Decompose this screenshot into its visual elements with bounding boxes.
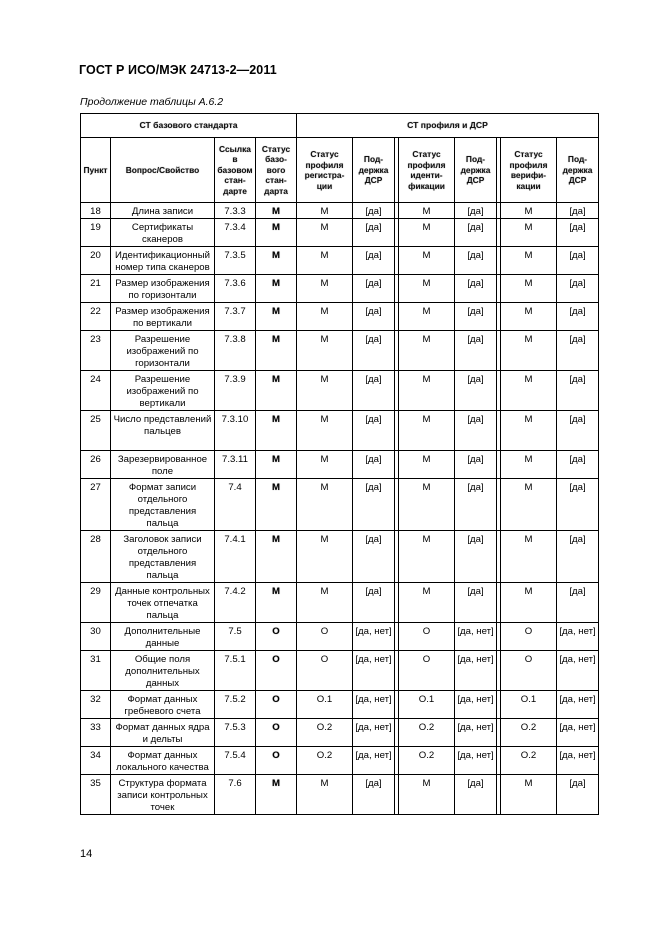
cell-base-status: М (256, 451, 297, 479)
cell-ref: 7.5 (215, 623, 256, 651)
cell-ver-support: [да] (557, 411, 599, 451)
cell-ver-status: М (501, 411, 557, 451)
cell-reg-status: М (297, 203, 353, 219)
cell-reg-support: [да] (353, 411, 395, 451)
table-row (81, 303, 599, 331)
table-row (81, 219, 599, 247)
cell-question: Формат данных ядра и дельты (111, 719, 215, 747)
table-row (81, 479, 599, 531)
cell-id-support: [да] (455, 331, 497, 371)
table-row (81, 623, 599, 651)
cell-item: 22 (81, 303, 111, 331)
table-row (81, 691, 599, 719)
cell-ver-support: [да] (557, 775, 599, 815)
cell-ref: 7.5.3 (215, 719, 256, 747)
cell-ver-status: М (501, 583, 557, 623)
cell-base-status: М (256, 219, 297, 247)
cell-id-support: [да] (455, 451, 497, 479)
col-header-item: Пункт (81, 138, 111, 203)
cell-id-status: М (399, 531, 455, 583)
cell-id-status: М (399, 219, 455, 247)
cell-id-support: [да] (455, 371, 497, 411)
cell-base-status: О (256, 719, 297, 747)
cell-question: Данные контрольных точек отпечатка пальца (111, 583, 215, 623)
cell-ver-support: [да, нет] (557, 691, 599, 719)
cell-reg-status: М (297, 371, 353, 411)
table-row (81, 331, 599, 371)
cell-question: Сертификаты сканеров (111, 219, 215, 247)
group-header-profile: СТ профиля и ДСР (297, 114, 599, 138)
table-row (81, 411, 599, 451)
cell-ver-support: [да] (557, 303, 599, 331)
cell-base-status: М (256, 583, 297, 623)
col-header-ref: Ссылка в базовом стан-дарте (215, 138, 256, 203)
cell-reg-support: [да] (353, 451, 395, 479)
cell-id-support: [да] (455, 247, 497, 275)
profile-table (80, 113, 599, 815)
cell-item: 34 (81, 747, 111, 775)
cell-id-support: [да] (455, 219, 497, 247)
cell-id-support: [да, нет] (455, 719, 497, 747)
cell-id-status: М (399, 275, 455, 303)
cell-reg-status: М (297, 775, 353, 815)
cell-ver-status: М (501, 451, 557, 479)
cell-base-status: М (256, 775, 297, 815)
cell-ver-support: [да] (557, 203, 599, 219)
cell-id-status: М (399, 775, 455, 815)
cell-ref: 7.5.4 (215, 747, 256, 775)
cell-ref: 7.3.8 (215, 331, 256, 371)
cell-id-status: М (399, 203, 455, 219)
table-row (81, 651, 599, 691)
cell-item: 29 (81, 583, 111, 623)
cell-ver-status: О.1 (501, 691, 557, 719)
cell-ver-status: М (501, 275, 557, 303)
cell-id-status: М (399, 451, 455, 479)
cell-base-status: О (256, 747, 297, 775)
cell-ver-support: [да, нет] (557, 719, 599, 747)
cell-base-status: М (256, 247, 297, 275)
col-header-reg-status: Статус профиля регистра-ции (297, 138, 353, 203)
cell-item: 19 (81, 219, 111, 247)
cell-id-support: [да] (455, 531, 497, 583)
cell-question: Заголовок записи отдельного представления пальца (111, 531, 215, 583)
cell-ver-status: М (501, 247, 557, 275)
cell-ver-status: М (501, 775, 557, 815)
cell-item: 35 (81, 775, 111, 815)
cell-base-status: М (256, 203, 297, 219)
cell-id-support: [да] (455, 775, 497, 815)
cell-id-support: [да, нет] (455, 691, 497, 719)
cell-base-status: М (256, 531, 297, 583)
cell-reg-support: [да] (353, 331, 395, 371)
table-row (81, 583, 599, 623)
cell-reg-support: [да, нет] (353, 719, 395, 747)
cell-question: Идентификационный номер типа сканеров (111, 247, 215, 275)
cell-id-status: О.1 (399, 691, 455, 719)
document-title: ГОСТ Р ИСО/МЭК 24713-2—2011 (79, 63, 277, 77)
cell-id-status: М (399, 479, 455, 531)
cell-question: Структура формата записи контрольных точек (111, 775, 215, 815)
cell-reg-support: [да] (353, 531, 395, 583)
cell-id-status: О (399, 623, 455, 651)
cell-item: 30 (81, 623, 111, 651)
cell-ver-status: О (501, 651, 557, 691)
cell-reg-support: [да] (353, 775, 395, 815)
cell-reg-support: [да] (353, 247, 395, 275)
cell-reg-status: М (297, 331, 353, 371)
cell-reg-status: М (297, 411, 353, 451)
cell-reg-support: [да, нет] (353, 623, 395, 651)
table-row (81, 747, 599, 775)
cell-id-support: [да] (455, 479, 497, 531)
cell-id-status: М (399, 371, 455, 411)
cell-ver-status: О (501, 623, 557, 651)
cell-item: 25 (81, 411, 111, 451)
cell-base-status: М (256, 411, 297, 451)
cell-base-status: О (256, 691, 297, 719)
cell-reg-status: О.1 (297, 691, 353, 719)
cell-ver-support: [да] (557, 331, 599, 371)
cell-reg-status: М (297, 219, 353, 247)
group-header-base: СТ базового стандарта (81, 114, 297, 138)
table-row (81, 531, 599, 583)
cell-reg-support: [да, нет] (353, 691, 395, 719)
table-row (81, 371, 599, 411)
cell-ref: 7.3.6 (215, 275, 256, 303)
cell-reg-status: О (297, 623, 353, 651)
table-row (81, 775, 599, 815)
cell-reg-status: О.2 (297, 719, 353, 747)
cell-question: Формат данных гребневого счета (111, 691, 215, 719)
cell-base-status: М (256, 371, 297, 411)
cell-ver-status: М (501, 331, 557, 371)
cell-reg-status: М (297, 479, 353, 531)
cell-reg-support: [да] (353, 275, 395, 303)
cell-item: 26 (81, 451, 111, 479)
cell-ref: 7.4.1 (215, 531, 256, 583)
cell-ref: 7.3.10 (215, 411, 256, 451)
cell-ver-status: М (501, 479, 557, 531)
cell-ver-support: [да, нет] (557, 651, 599, 691)
cell-item: 31 (81, 651, 111, 691)
cell-ver-support: [да, нет] (557, 747, 599, 775)
cell-id-support: [да] (455, 203, 497, 219)
cell-ref: 7.3.11 (215, 451, 256, 479)
table-row (81, 203, 599, 219)
cell-ref: 7.3.9 (215, 371, 256, 411)
cell-base-status: М (256, 303, 297, 331)
cell-item: 27 (81, 479, 111, 531)
cell-id-support: [да, нет] (455, 747, 497, 775)
table-row (81, 247, 599, 275)
cell-reg-support: [да, нет] (353, 747, 395, 775)
cell-reg-support: [да] (353, 219, 395, 247)
cell-ver-status: М (501, 203, 557, 219)
cell-ver-status: М (501, 531, 557, 583)
cell-item: 32 (81, 691, 111, 719)
cell-ver-status: О.2 (501, 719, 557, 747)
cell-reg-support: [да] (353, 479, 395, 531)
cell-id-status: М (399, 331, 455, 371)
cell-ver-status: М (501, 371, 557, 411)
cell-reg-status: О.2 (297, 747, 353, 775)
cell-reg-status: М (297, 531, 353, 583)
cell-id-support: [да] (455, 275, 497, 303)
cell-ref: 7.3.4 (215, 219, 256, 247)
col-header-ver-support: Под-держка ДСР (557, 138, 599, 203)
table-caption: Продолжение таблицы А.6.2 (80, 96, 224, 108)
cell-id-status: О (399, 651, 455, 691)
cell-item: 24 (81, 371, 111, 411)
cell-question: Формат записи отдельного представления пальца (111, 479, 215, 531)
cell-reg-status: М (297, 583, 353, 623)
cell-ver-support: [да] (557, 275, 599, 303)
cell-id-status: О.2 (399, 747, 455, 775)
cell-ver-status: М (501, 219, 557, 247)
cell-ref: 7.3.5 (215, 247, 256, 275)
table-row (81, 275, 599, 303)
cell-question: Длина записи (111, 203, 215, 219)
cell-ver-status: М (501, 303, 557, 331)
cell-ver-support: [да] (557, 219, 599, 247)
cell-id-status: М (399, 303, 455, 331)
cell-id-status: М (399, 583, 455, 623)
col-header-id-status: Статус профиля иденти-фикации (399, 138, 455, 203)
col-header-id-support: Под-держка ДСР (455, 138, 497, 203)
cell-reg-support: [да] (353, 303, 395, 331)
cell-ref: 7.3.3 (215, 203, 256, 219)
cell-reg-support: [да] (353, 371, 395, 411)
cell-id-status: О.2 (399, 719, 455, 747)
cell-id-status: М (399, 411, 455, 451)
cell-ref: 7.5.2 (215, 691, 256, 719)
cell-base-status: М (256, 479, 297, 531)
cell-item: 23 (81, 331, 111, 371)
cell-base-status: М (256, 275, 297, 303)
cell-question: Общие поля дополнительных данных (111, 651, 215, 691)
cell-ref: 7.5.1 (215, 651, 256, 691)
cell-base-status: О (256, 651, 297, 691)
cell-reg-status: О (297, 651, 353, 691)
cell-id-support: [да, нет] (455, 623, 497, 651)
cell-question: Разрешение изображений по горизонтали (111, 331, 215, 371)
cell-id-support: [да] (455, 303, 497, 331)
cell-question: Формат данных локального качества (111, 747, 215, 775)
cell-question: Размер изображения по вертикали (111, 303, 215, 331)
cell-reg-status: М (297, 303, 353, 331)
cell-id-status: М (399, 247, 455, 275)
cell-ref: 7.4 (215, 479, 256, 531)
cell-id-support: [да] (455, 583, 497, 623)
cell-reg-status: М (297, 451, 353, 479)
cell-ver-support: [да] (557, 583, 599, 623)
cell-ref: 7.6 (215, 775, 256, 815)
cell-base-status: М (256, 331, 297, 371)
col-header-question: Вопрос/Свойство (111, 138, 215, 203)
cell-base-status: О (256, 623, 297, 651)
col-header-base-status: Статус базо-вого стан-дарта (256, 138, 297, 203)
cell-item: 18 (81, 203, 111, 219)
cell-question: Разрешение изображений по вертикали (111, 371, 215, 411)
cell-ver-support: [да] (557, 371, 599, 411)
cell-ref: 7.4.2 (215, 583, 256, 623)
cell-question: Зарезервированное поле (111, 451, 215, 479)
page-number: 14 (80, 848, 93, 860)
col-header-reg-support: Под-держка ДСР (353, 138, 395, 203)
cell-question: Число представлений пальцев (111, 411, 215, 451)
cell-ver-support: [да, нет] (557, 623, 599, 651)
table-row (81, 719, 599, 747)
cell-ref: 7.3.7 (215, 303, 256, 331)
cell-item: 20 (81, 247, 111, 275)
cell-ver-support: [да] (557, 479, 599, 531)
cell-question: Дополнительные данные (111, 623, 215, 651)
col-header-ver-status: Статус профиля верифи-кации (501, 138, 557, 203)
cell-reg-support: [да] (353, 583, 395, 623)
cell-reg-support: [да] (353, 203, 395, 219)
cell-ver-support: [да] (557, 247, 599, 275)
cell-id-support: [да, нет] (455, 651, 497, 691)
cell-item: 28 (81, 531, 111, 583)
cell-item: 33 (81, 719, 111, 747)
table-row (81, 451, 599, 479)
cell-item: 21 (81, 275, 111, 303)
cell-reg-support: [да, нет] (353, 651, 395, 691)
cell-question: Размер изображения по горизонтали (111, 275, 215, 303)
cell-reg-status: М (297, 275, 353, 303)
cell-reg-status: М (297, 247, 353, 275)
cell-ver-support: [да] (557, 531, 599, 583)
cell-id-support: [да] (455, 411, 497, 451)
cell-ver-status: О.2 (501, 747, 557, 775)
cell-ver-support: [да] (557, 451, 599, 479)
